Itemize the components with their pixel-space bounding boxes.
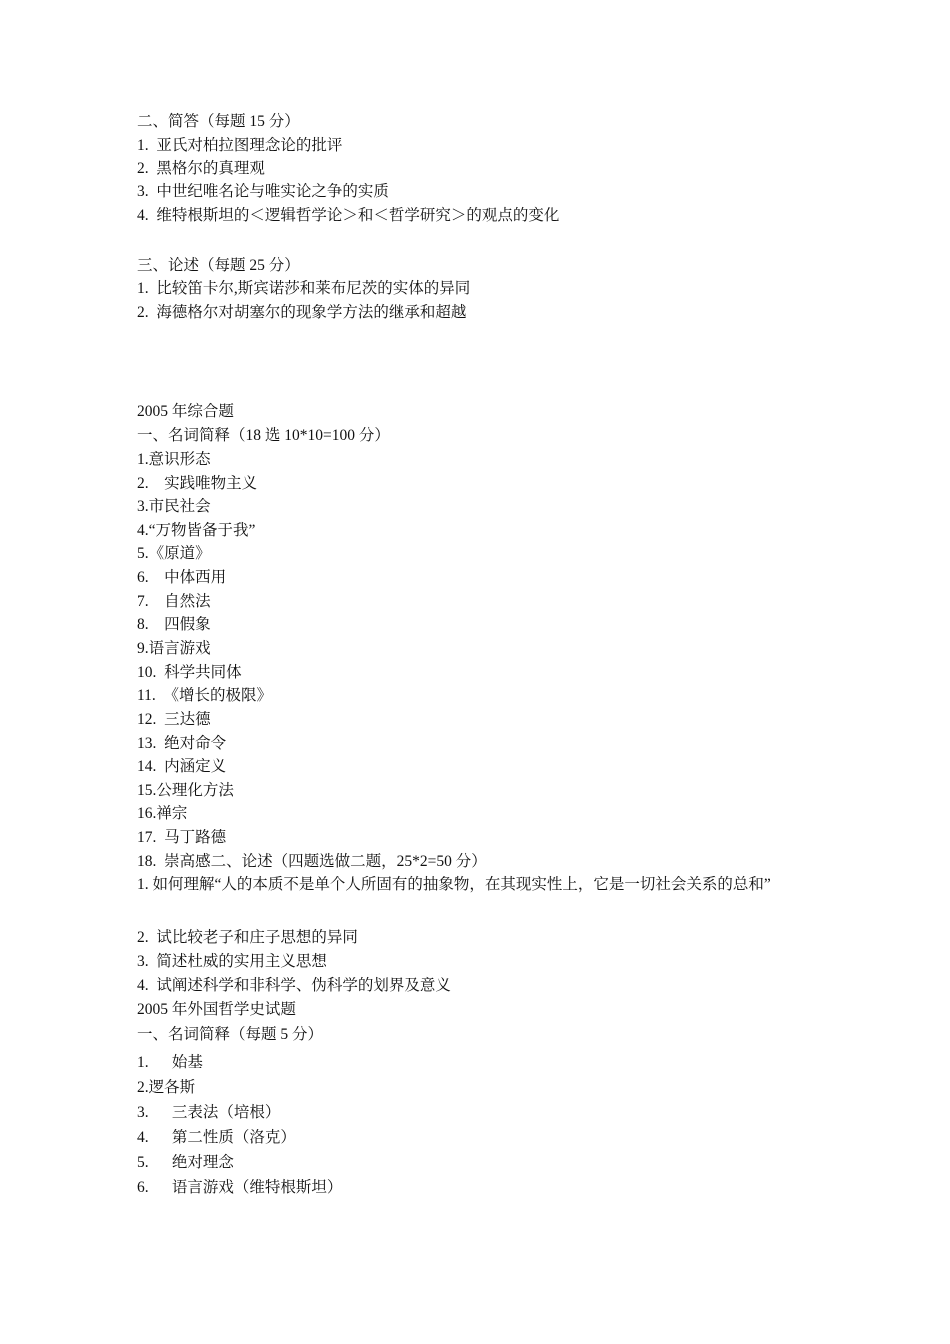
section-heading-jianda: 二、简答（每题 15 分） [137, 113, 300, 130]
part-heading-terms: 一、名词简释（18 选 10*10=100 分） [137, 427, 390, 444]
essay-item: 4. 试阐述科学和非科学、伪科学的划界及意义 [137, 977, 451, 994]
term-item: 6. 中体西用 [137, 569, 227, 586]
part-heading-terms: 一、名词简释（每题 5 分） [137, 1026, 324, 1043]
term-item: 2. 实践唯物主义 [137, 475, 258, 492]
term-item: 4. 第二性质（洛克） [137, 1129, 296, 1146]
essay-item: 1. 如何理解“人的本质不是单个人所固有的抽象物，在其现实性上，它是一切社会关系的总和” [137, 876, 771, 893]
term-item: 7. 自然法 [137, 593, 211, 610]
term-item: 9.语言游戏 [137, 640, 211, 657]
term-item: 4.“万物皆备于我” [137, 522, 256, 539]
term-item: 14. 内涵定义 [137, 758, 227, 775]
list-item: 1. 亚氏对柏拉图理念论的批评 [137, 137, 343, 154]
term-item: 1.意识形态 [137, 451, 211, 468]
term-item: 6. 语言游戏（维特根斯坦） [137, 1179, 343, 1196]
term-item: 10. 科学共同体 [137, 664, 242, 681]
essay-item: 2. 试比较老子和庄子思想的异同 [137, 929, 358, 946]
list-item: 2. 海德格尔对胡塞尔的现象学方法的继承和超越 [137, 304, 467, 321]
term-item: 18. 崇高感二、论述（四题选做二题，25*2=50 分） [137, 853, 487, 870]
section-heading-lunshu: 三、论述（每题 25 分） [137, 257, 300, 274]
term-item: 5. 绝对理念 [137, 1154, 234, 1171]
term-item: 16.禅宗 [137, 805, 188, 822]
essay-item: 3. 简述杜威的实用主义思想 [137, 953, 327, 970]
term-item: 13. 绝对命令 [137, 735, 227, 752]
term-item: 15.公理化方法 [137, 782, 234, 799]
term-item: 5.《原道》 [137, 545, 211, 562]
list-item: 1. 比较笛卡尔,斯宾诺莎和莱布尼茨的实体的异同 [137, 280, 471, 297]
term-item: 17. 马丁路德 [137, 829, 227, 846]
term-item: 1. 始基 [137, 1054, 203, 1071]
term-item: 3. 三表法（培根） [137, 1104, 281, 1121]
list-item: 2. 黑格尔的真理观 [137, 160, 265, 177]
exam-title-zonghe: 2005 年综合题 [137, 403, 234, 420]
term-item: 2.逻各斯 [137, 1079, 196, 1096]
list-item: 3. 中世纪唯名论与唯实论之争的实质 [137, 183, 389, 200]
list-item: 4. 维特根斯坦的＜逻辑哲学论＞和＜哲学研究＞的观点的变化 [137, 207, 560, 224]
term-item: 11. 《增长的极限》 [137, 687, 273, 704]
term-item: 12. 三达德 [137, 711, 211, 728]
term-item: 3.市民社会 [137, 498, 211, 515]
exam-title-waiguo: 2005 年外国哲学史试题 [137, 1001, 296, 1018]
term-item: 8. 四假象 [137, 616, 211, 633]
